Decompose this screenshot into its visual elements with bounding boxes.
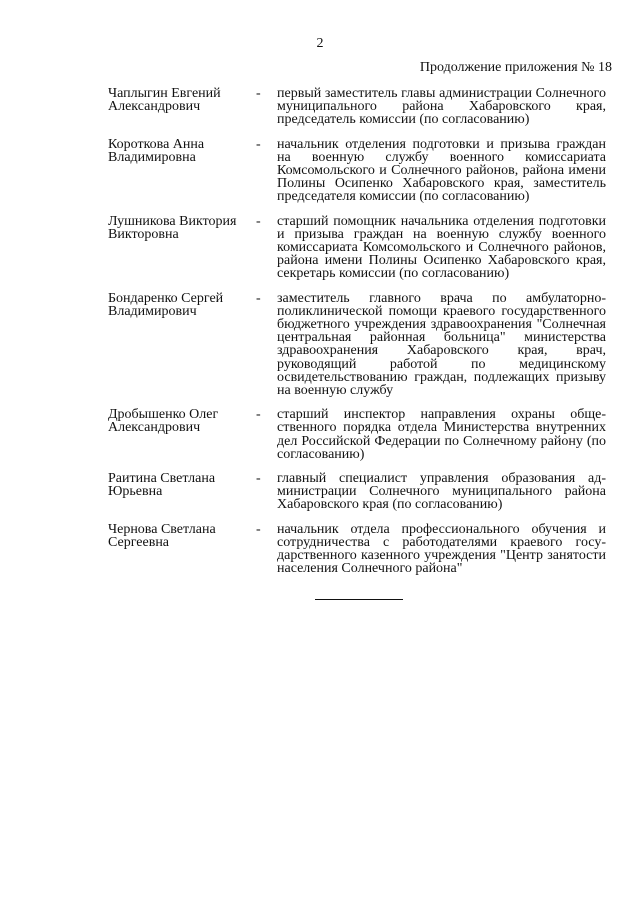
member-entry (108, 292, 606, 398)
page-number: 2 (316, 36, 324, 51)
member-name (108, 523, 256, 549)
member-surname-first: Бондаренко Сергей (108, 290, 224, 306)
member-patronymic: Александрович (108, 420, 201, 436)
member-role: начальник отделения подготовки и призыва граждан на военную службу военного комиссариата Комсомольского и Солнечного районов, района имени Полины Осипенко Хабаровского края, заместитель председателя комиссии (по согласованию) (277, 136, 606, 205)
member-patronymic: Владимирович (108, 303, 197, 319)
member-dash: - (256, 213, 261, 229)
member-patronymic: Викторовна (108, 226, 179, 242)
member-role: главный специалист управления образования администрации Солнечного муниципального района Хабаровского края (по согласованию) (277, 471, 606, 513)
member-role: старший помощник начальника отделения подготовки и призыва граждан на военную службу военного комиссариата Комсомольского и Солнечного районов, района имени Полины Осипенко Хабаровского края, секретарь комиссии (по согласованию) (277, 213, 606, 282)
member-role: старший инспектор направления охраны общественного порядка отдела Министерства внутренних дел Российской Федерации по Солнечному району (по согласованию) (277, 407, 606, 462)
member-patronymic: Сергеевна (108, 534, 170, 550)
member-name (108, 215, 256, 241)
member-dash: - (256, 136, 261, 152)
member-role: начальник отдела профессионального обучения и сотрудничества с работодателями краевого государственного казенного учреждения "Центр занятости населения Солнечного района" (277, 521, 606, 577)
member-surname-first: Чаплыгин Евгений (108, 86, 221, 101)
member-role: заместитель главного врача по амбулаторно-поликлинической помощи краевого государственного бюджетного учреждения здравоохранения "Солнечная центральная районная больница" министерства здравоохранения Хабаровского края, врач, руководящий работой по медицинскому освидетельствованию граждан, подлежащих призыву на военную службу (277, 290, 606, 399)
member-patronymic: Александрович (108, 99, 201, 115)
member-entry (108, 87, 606, 127)
member-role: первый заместитель главы администрации Солнечного муниципального района Хабаровского края, председатель комиссии (по согласованию) (277, 86, 606, 128)
member-entry (108, 215, 606, 281)
member-surname-first: Короткова Анна (108, 136, 205, 152)
member-entry (108, 138, 606, 204)
member-patronymic: Владимировна (108, 149, 196, 165)
member-dash: - (256, 290, 261, 306)
member-name (108, 408, 256, 434)
member-entry (108, 523, 606, 576)
member-dash: - (256, 407, 261, 423)
appendix-continuation-label: Продолжение приложения № 18 (419, 60, 612, 75)
member-name (108, 138, 256, 164)
member-dash: - (256, 521, 261, 537)
member-dash: - (256, 86, 261, 101)
end-separator-line (315, 599, 403, 600)
member-surname-first: Раитина Светлана (108, 471, 216, 487)
member-surname-first: Чернова Светлана (108, 521, 216, 537)
member-name (108, 87, 256, 113)
commission-members-list (108, 87, 606, 587)
member-name (108, 472, 256, 498)
member-entry (108, 408, 606, 461)
member-dash: - (256, 471, 261, 487)
member-patronymic: Юрьевна (108, 484, 163, 500)
member-surname-first: Лушникова Виктория (108, 213, 237, 229)
member-entry (108, 472, 606, 512)
member-name (108, 292, 256, 318)
member-surname-first: Дробышенко Олег (108, 407, 219, 423)
